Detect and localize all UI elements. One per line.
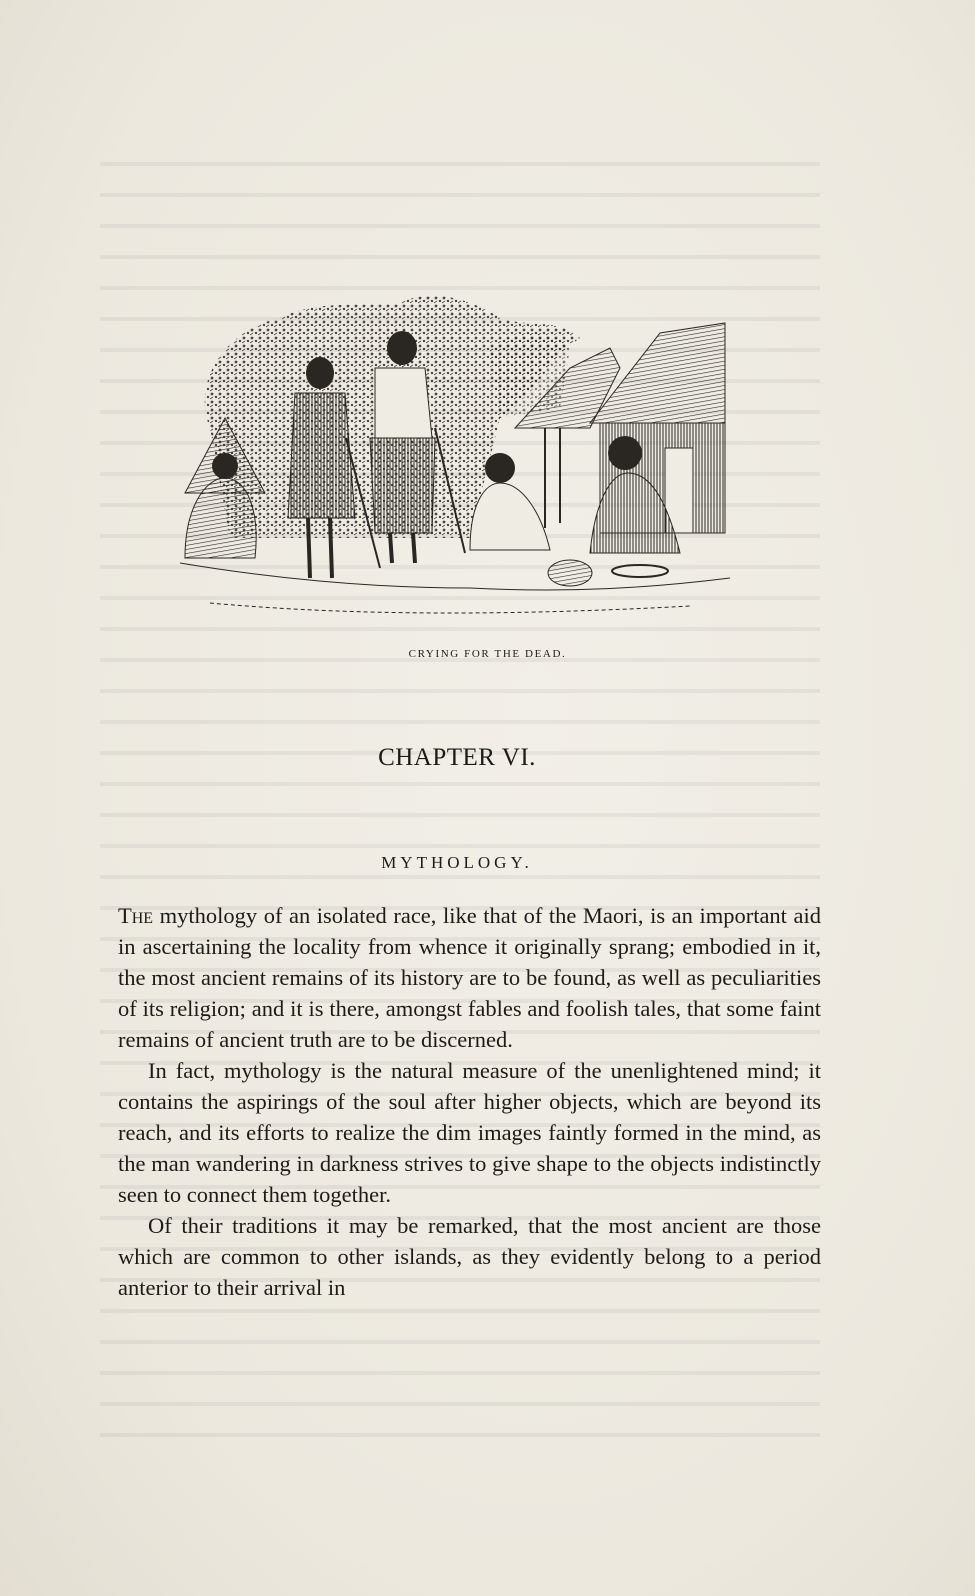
paragraph-1-text: mythology of an isolated race, like that of the Maori, is an important aid in ascertaining the locality from whence it originally sprang; embodied in it, the most ancient remains of its history are to be found, as well as peculiarities of its religion; and it is there, amongst fables and foolish tales, that some faint remains of ancient truth are to be discerned. bbox=[118, 903, 821, 1052]
paragraph-lead-word: The bbox=[118, 903, 154, 928]
paragraph-2: In fact, mythology is the natural measure of the unenlightened mind; it contains the aspirings of the soul after higher objects, which are beyond its reach, and its efforts to realize the dim images faintly formed in the mind, as the man wandering in darkness strives to give shape to the objects indistinctly seen to connect them together. bbox=[118, 1058, 821, 1207]
chapter-heading: CHAPTER VI. bbox=[378, 744, 536, 771]
illustration-caption: CRYING FOR THE DEAD. bbox=[408, 648, 567, 660]
chapter-title: MYTHOLOGY. bbox=[381, 853, 533, 872]
body-text bbox=[118, 900, 821, 1303]
engraving-illustration bbox=[170, 288, 745, 638]
paragraph-1 bbox=[118, 900, 821, 1055]
paragraph-3: Of their traditions it may be remarked, that the most ancient are those which are common to other islands, as they evidently belong to a period anterior to their arrival in bbox=[118, 1213, 821, 1300]
